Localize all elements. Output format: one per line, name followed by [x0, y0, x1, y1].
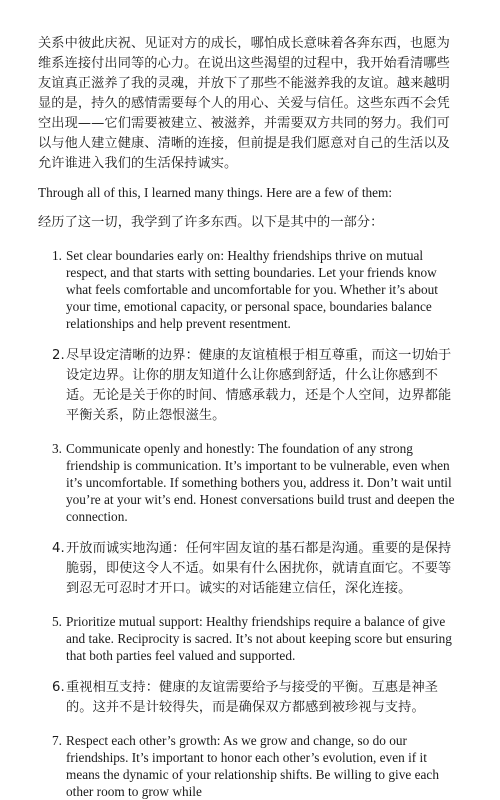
list-item — [52, 613, 462, 664]
lead-sentence-en: Through all of this, I learned many things. Here are a few of them: — [38, 185, 393, 200]
list-item-number: 4. — [52, 541, 65, 556]
list-item-text: 开放而诚实地沟通：任何牢固友谊的基石都是沟通。重要的是保持脆弱，即使这令人不适。如果有什么困扰你，就请直面它。不要等到忍无可忍时才开口。诚实的对话能建立信任，深化连接。 — [66, 541, 452, 596]
lead-sentence-zh: 经历了这一切，我学到了许多东西。以下是其中的一部分： — [38, 215, 384, 230]
list-item — [52, 539, 462, 599]
list-item-text: 尽早设定清晰的边界：健康的友谊植根于相互尊重，而这一切始于设定边界。让你的朋友知道什么让你感到舒适，什么让你感到不适。无论是关于你的时间、情感承载力，还是个人空间，边界都能平衡关系，防止怨恨滋生。 — [66, 348, 452, 423]
list-item-text: Prioritize mutual support: Healthy friendships require a balance of give and take. Reciprocity is sacred. It’s not about keeping score but ensuring that both parties feel valued and supported. — [66, 614, 452, 663]
list-item-text: Communicate openly and honestly: The foundation of any strong friendship is communication. It’s important to be vulnerable, even when it’s uncomfortable. If something bothers you, address it. Don’t wait until you’re at your wit’s end. Honest conversations build trust and deepen the connection. — [66, 441, 455, 524]
list-item — [52, 440, 462, 525]
intro-paragraph-zh: 关系中彼此庆祝、见证对方的成长，哪怕成长意味着各奔东西，也愿为维系连接付出同等的心力。在说出这些渴望的过程中，我开始看清哪些友谊真正滋养了我的灵魂，并放下了那些不能滋养我的友谊。越来越明显的是，持久的感情需要每个人的用心、关爱与信任。这些东西不会凭空出现——它们需要被建立、被滋养，并需要双方共同的努力。我们可以与他人建立健康、清晰的连接，但前提是我们愿意对自己的生活以及允许谁进入我们的生活保持诚实。 — [38, 36, 450, 171]
list-item-text: 重视相互支持：健康的友谊需要给予与接受的平衡。互惠是神圣的。这并不是计较得失，而是确保双方都感到被珍视与支持。 — [66, 680, 439, 715]
list-item — [52, 247, 462, 332]
list-item — [52, 732, 462, 800]
list-item-number: 7. — [52, 733, 62, 748]
list-item-number: 6. — [52, 680, 65, 695]
list-item-number: 2. — [52, 348, 65, 363]
list-item — [52, 346, 462, 426]
list-item-number: 3. — [52, 441, 62, 456]
list-item-number: 5. — [52, 614, 62, 629]
lessons-list — [38, 247, 462, 800]
list-item — [52, 678, 462, 718]
list-item-text: Respect each other’s growth: As we grow and change, so do our friendships. It’s important to honor each other’s evolution, even if it means the dynamic of your relationship shifts. Be willing to give each other room to grow while — [66, 733, 439, 799]
list-item-number: 1. — [52, 248, 62, 263]
list-item-text: Set clear boundaries early on: Healthy friendships thrive on mutual respect, and that starts with setting boundaries. Let your friends know what feels comfortable and uncomfortable for you. Whether it’s about your time, emotional capacity, or personal space, boundaries balance relationships and help prevent resentment. — [66, 248, 438, 331]
